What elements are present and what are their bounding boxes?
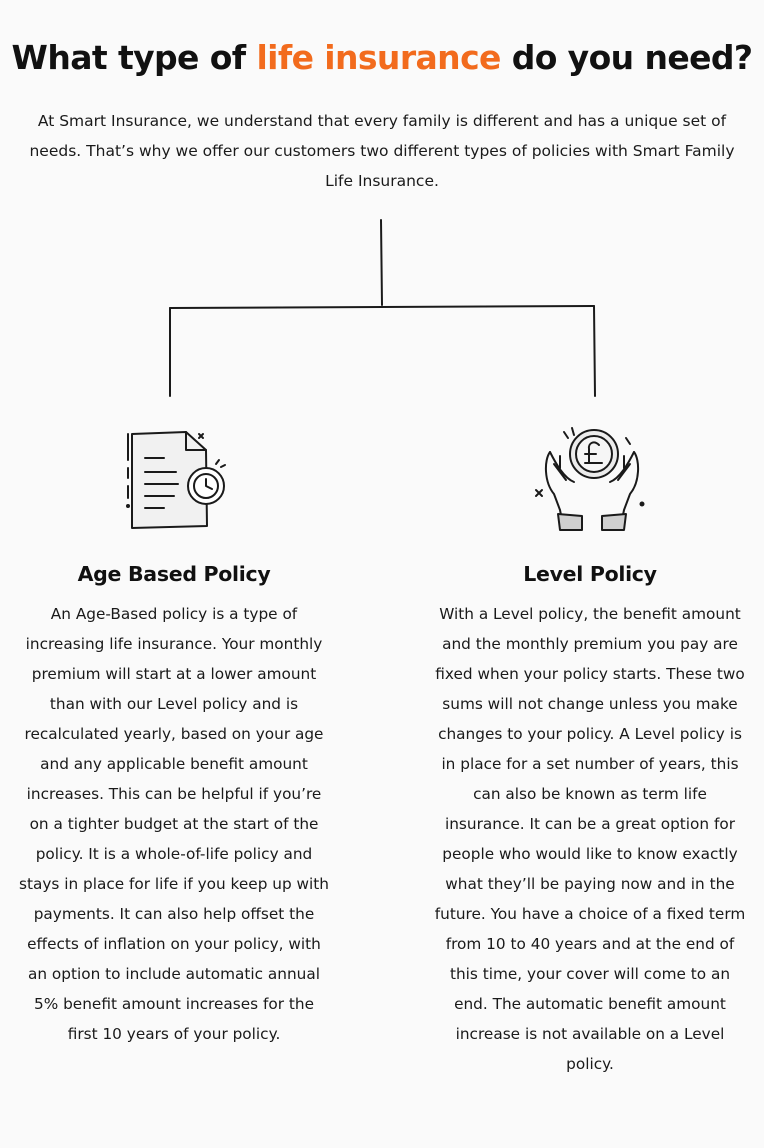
intro-paragraph: At Smart Insurance, we understand that every family is different and has a unique set of needs. That’s why we offer our customers two different types of policies with Smart Family Life Insurance. [29,112,735,190]
hands-pound-coin-icon [530,424,654,536]
age-based-policy-description: An Age-Based policy is a type of increasing life insurance. Your monthly premium will start at a lower amount than with our Level policy and is recalculated yearly, based on your age and any applicable benefit amount increases. This can be helpful if you’re on a tighter budget at the start of the policy. It is a whole-of-life policy and stays in place for life if you keep up with payments. It can also help offset the effects of inflation on your policy, with an option to include automatic annual 5% benefit amount increases for the first 10 years of your policy. [18,605,329,1043]
level-policy-description: With a Level policy, the benefit amount and the monthly premium you pay are fixed when your policy starts. These two sums will not change unless you make changes to your policy. A Level policy is in place for a set number of years, this can also be known as term life insurance. It can be a great option for people who would like to know exactly what they’ll be paying now and in the future. You have a choice of a fixed term from 10 to 40 years and at the end of this time, your cover will come to an end. The automatic benefit amount increase is not available on a Level policy. [434,605,746,1073]
title-tail: do you need? [500,38,753,77]
title-highlight: life insurance [256,38,501,77]
title-lead: What type of [11,38,257,77]
document-clock-icon [118,428,230,536]
level-policy-title: Level Policy [523,562,657,586]
age-based-policy-title: Age Based Policy [77,562,271,586]
branch-connector [0,0,764,420]
